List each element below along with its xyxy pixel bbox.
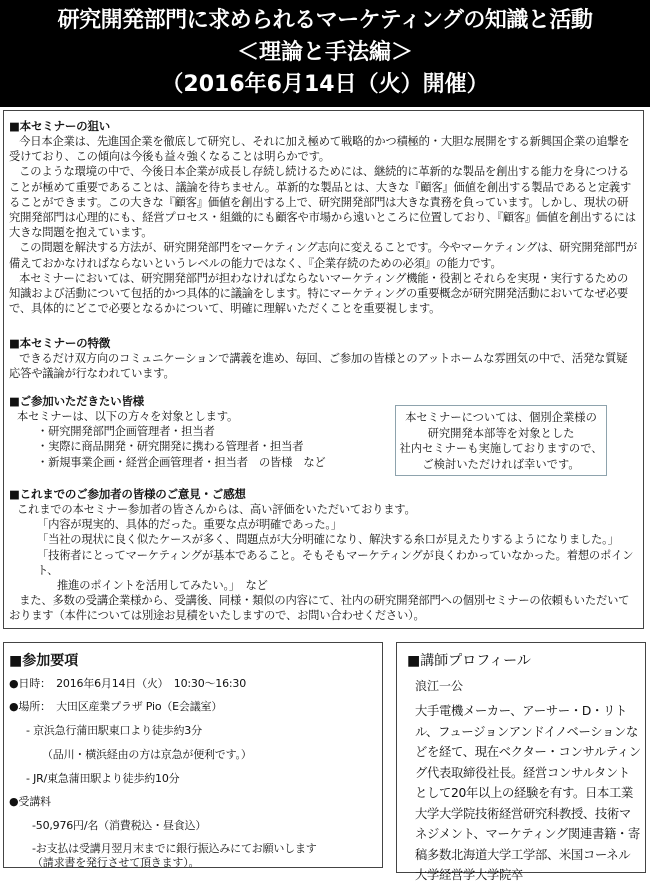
profile-heading: ■講師プロフィール [407, 653, 531, 669]
title-line-1: 研究開発部門に求められるマーケティングの知識と活動 [57, 8, 593, 33]
note-line: ご検討いただければ幸いです。 [422, 457, 580, 471]
details-payment: -お支払は受講月翌月末までに銀行振込みにてお願いします [32, 842, 317, 855]
details-access: - JR/東急蒲田駅より徒歩約10分 [26, 772, 180, 785]
instructor-bio: 大手電機メーカー、アーサー・D・リトル、フュージョンアンドイノベーションなどを経て、現在ベクター・コンサルティング代表取締役社長。経営コンサルタントとして20年以上の経験を有す。日本工業大学大学院技術経営研究科教授、技術マネジメント、マーケティング関連書籍・寄稿多数北海道大学工学部、米国コーネル大学経営学大学院卒 [415, 704, 641, 882]
section-feedback [9, 486, 638, 624]
section-features [9, 335, 638, 381]
section-heading-audience: ■ご参加いただきたい皆様 [9, 394, 144, 408]
section-heading-aim: ■本セミナーの狙い [9, 119, 111, 133]
features-paragraph: できるだけ双方向のコミュニケーションで講義を進め、毎回、ご参加の皆様とのアットホームな雰囲気の中で、活発な質疑応答や議論が行なわれています。 [9, 352, 628, 381]
note-line: 社内セミナーも実施しておりますので、 [399, 442, 603, 455]
title-line-2: ＜理論と手法編＞ [236, 40, 413, 65]
note-line: 研究開発本部等を対象とした [427, 426, 575, 440]
aim-paragraph: このような環境の中で、今後日本企業が成長し存続し続けるためには、継続的に革新的な製品を創出する能力を身につけることが極めて重要であることは、議論を待ちません。革新的な製品とは、大きな『顧客』価値を創出する製品であると定義することができます。この大きな『顧客』価値を創出する上で、研究開発部門は大きな責務を負っています。しかし、現状の研究開発部門は心理的にも、経営プロセス・組織的にも顧客や市場から遠いところに位置しており、『顧客』価値を創出するには大きな問題を抱えています。 [9, 165, 636, 240]
aim-paragraph: 今日本企業は、先進国企業を徹底して研究し、それに加え極めて戦略的かつ積極的・大胆な展開をする新興国企業の追撃を受けており、この傾向は今後も益々強くなることは明らかです。 [9, 135, 630, 164]
audience-item: ・研究開発部門企画管理者・担当者 [37, 425, 215, 439]
details-venue: ●場所： 大田区産業プラザ Pio（E会議室） [9, 700, 223, 713]
audience-intro: 本セミナーは、以下の方々を対象とします。 [17, 410, 239, 423]
event-details-box [3, 642, 383, 868]
feedback-quote: 「内容が現実的、具体的だった。重要な点が明確であった。」 [37, 518, 342, 532]
instructor-name: 浪江一公 [415, 679, 464, 693]
feedback-intro: これまでの本セミナー参加者の皆さんからは、高い評価をいただいております。 [17, 503, 416, 516]
title-date-line: （2016年6月14日（火）開催） [161, 72, 489, 97]
section-heading-features: ■本セミナーの特徴 [9, 336, 111, 350]
page-header [0, 0, 650, 107]
feedback-closing: また、多数の受講企業様から、受講後、同様・類似の内容にて、社内の研究開発部門への個別セミナーの依頼もいただいております（本件については別途お見積をいたしますので、お問い合わせください）。 [9, 594, 630, 623]
details-access: - 京浜急行蒲田駅東口より徒歩約3分 [26, 724, 202, 737]
feedback-quote: 「当社の現状に良く似たケースが多く、問題点が大分明確になり、解決する糸口が見えたりするようになりました。」 [37, 533, 619, 547]
details-datetime: ●日時： 2016年6月14日（火） 10:30～16:30 [9, 677, 246, 690]
note-line: 本セミナーについては、個別企業様の [405, 411, 597, 424]
feedback-quote: 「技術者にとってマーケティングが基本であること。そもそもマーケティングが良くわかっていなかった。着想のポイント、 [37, 548, 634, 577]
section-audience [9, 393, 383, 470]
details-payment-note: （請求書を発行させて頂きます）。 [32, 856, 200, 869]
instructor-profile-box [396, 642, 646, 882]
details-heading: ■参加要項 [9, 653, 79, 669]
details-fee: -50,976円/名（消費税込・昼食込） [32, 819, 207, 832]
seminar-overview-box [3, 110, 644, 629]
in-house-seminar-note [395, 405, 607, 476]
feedback-quote: 推進のポイントを活用してみたい。」 など [57, 579, 268, 593]
audience-item: ・実際に商品開発・研究開発に携わる管理者・担当者 [37, 440, 304, 454]
details-access-note: （品川・横浜経由の方は京急が便利です。） [42, 748, 252, 761]
section-heading-feedback: ■これまでのご参加者の皆様のご意見・ご感想 [9, 487, 246, 501]
aim-paragraph: 本セミナーにおいては、研究開発部門が担わなければならないマーケティング機能・役割とそれらを実現・実行するための知識および活動について包括的かつ具体的に議論をします。特にマーケティングの重要概念が研究開発活動においてなぜ必要で、具体的にどこで必要となるかについて、明確に理解いただくことを重要視します。 [9, 271, 629, 316]
aim-paragraph: この問題を解決する方法が、研究開発部門をマーケティング志向に変えることです。今やマーケティングは、研究開発部門が備えておかなければならないというレベルの能力ではなく、『企業存続のための必須』の能力です。 [9, 241, 637, 270]
audience-item: ・新規事業企画・経営企画管理者・担当者 の皆様 など [37, 455, 326, 469]
section-aim [9, 118, 638, 316]
details-fee-label: ●受講料 [9, 795, 51, 808]
